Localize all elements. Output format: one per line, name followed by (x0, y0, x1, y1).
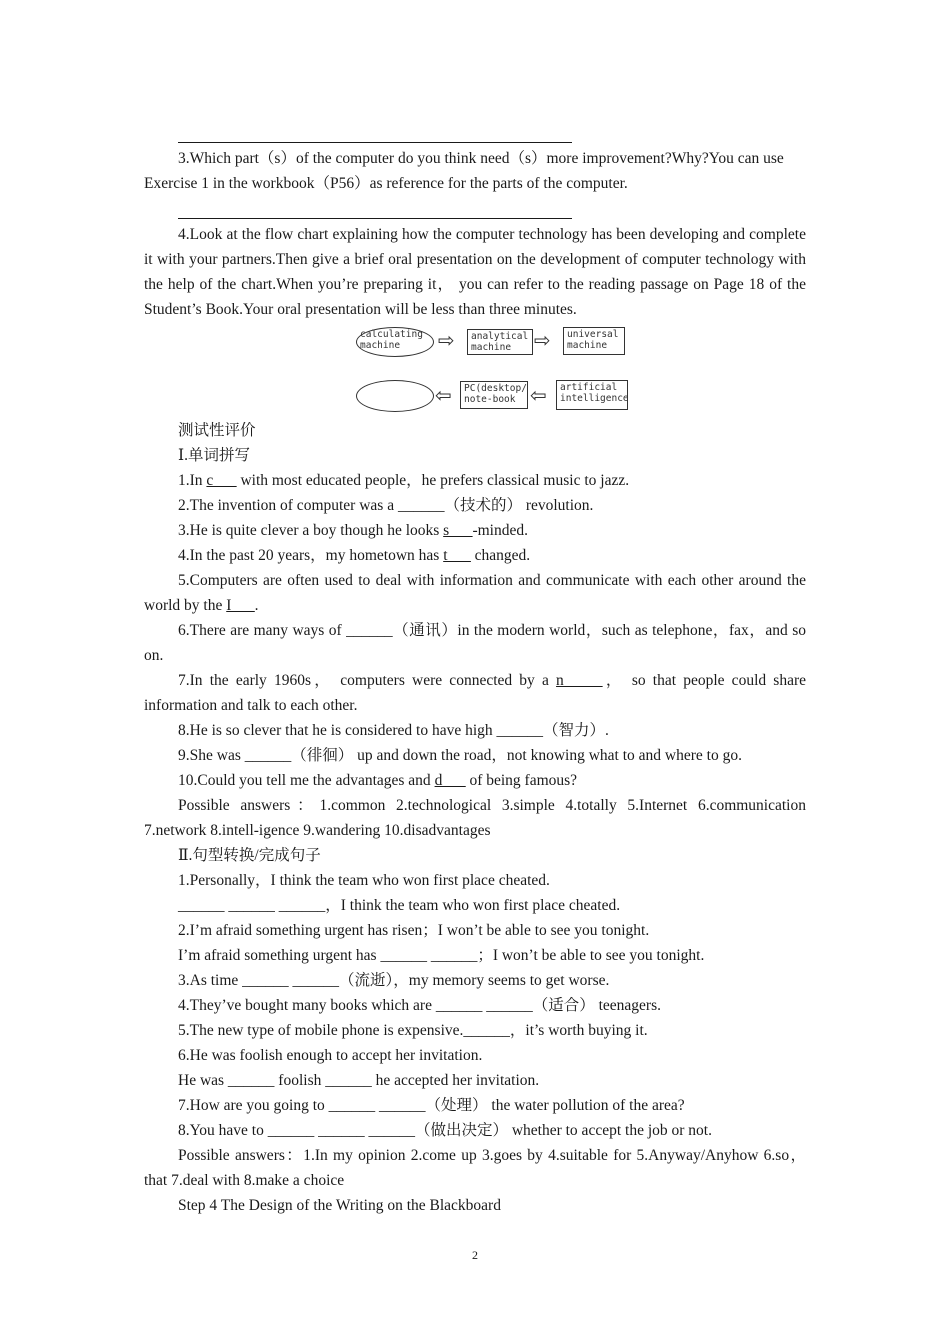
part-1-heading: Ⅰ.单词拼写 (178, 447, 250, 464)
sentence-line: 7.How are you going to ______ ______（处理） the water pollution of the area? (178, 1097, 685, 1114)
spelling-item: 9.She was ______（徘徊） up and down the road，not knowing what to and where to go. (178, 747, 742, 764)
question-4: 4.Look at the flow chart explaining how the computer technology has been developing and complete it with your partners.Then give a brief oral presentation on the development of computer technology with the help of the chart.When you’re preparing it， you can refer to the reading passage on Page 18 of the Student’s Book.Your oral presentation will be less than three minutes. (144, 226, 806, 318)
part-1-answers: Possible answers：1.common 2.technological 3.simple 4.totally 5.Internet 6.communication 7.network 8.intell-igence 9.wandering 10.disadvantages (144, 797, 806, 839)
question-3-line-2: Exercise 1 in the workbook（P56）as reference for the parts of the computer. (144, 175, 628, 192)
flow-chart (144, 322, 806, 418)
left-arrow-icon: ⇦ (435, 383, 452, 407)
answer-blank-line (178, 196, 572, 219)
spelling-item: 10.Could you tell me the advantages and d___ of being famous? (178, 772, 578, 789)
question-3-line-1: 3.Which part（s）of the computer do you think need（s）more improvement?Why?You can use (178, 150, 784, 167)
flow-node-blank (356, 380, 434, 412)
sentence-line: 3.As time ______ ______（流逝），my memory seems to get worse. (178, 972, 610, 989)
sentence-line: 5.The new type of mobile phone is expensive.______，it’s worth buying it. (178, 1022, 648, 1039)
page-number: 2 (472, 1248, 478, 1262)
sentence-line: 2.I’m afraid something urgent has risen；I won’t be able to see you tonight. (178, 922, 650, 939)
right-arrow-icon: ⇨ (438, 328, 455, 352)
page-content (144, 120, 806, 1218)
spelling-item: 4.In the past 20 years，my hometown has t___ changed. (178, 547, 531, 564)
part-2-answers: Possible answers：1.In my opinion 2.come up 3.goes by 4.suitable for 5.Anyway/Anyhow 6.so，that 7.deal with 8.make a choice (144, 1147, 806, 1189)
flow-node-calculating-machine: calculating machine (356, 327, 434, 357)
sentence-line: 6.He was foolish enough to accept her invitation. (178, 1047, 483, 1064)
sentence-line: 8.You have to ______ ______ ______（做出决定） whether to accept the job or not. (178, 1122, 712, 1139)
spelling-item: 3.He is quite clever a boy though he looks s___-minded. (178, 522, 528, 539)
sentence-line: He was ______ foolish ______ he accepted her invitation. (178, 1072, 540, 1089)
flow-node-universal-machine: universal machine (563, 327, 625, 355)
spelling-item: 6.There are many ways of ______（通讯）in the modern world，such as telephone，fax，and so on. (144, 622, 806, 664)
spelling-item: 8.He is so clever that he is considered to have high ______（智力）. (178, 722, 609, 739)
sentence-line: 4.They’ve bought many books which are ______ ______（适合） teenagers. (178, 997, 661, 1014)
sentence-line: 1.Personally，I think the team who won first place cheated. (178, 872, 550, 889)
spelling-item: 5.Computers are often used to deal with information and communicate with each other around the world by the I___. (144, 572, 806, 614)
step-4-heading: Step 4 The Design of the Writing on the Blackboard (178, 1197, 501, 1214)
section-title: 测试性评价 (178, 422, 256, 439)
answer-blank-line (178, 120, 572, 143)
sentence-line: I’m afraid something urgent has ______ ______；I won’t be able to see you tonight. (178, 947, 705, 964)
left-arrow-icon: ⇦ (530, 383, 547, 407)
part-2-heading: Ⅱ.句型转换/完成句子 (178, 847, 321, 864)
flow-node-artificial-intelligence: artificial intelligence (556, 380, 628, 410)
spelling-item: 1.In c___ with most educated people，he prefers classical music to jazz. (178, 472, 630, 489)
flow-node-analytical-machine: analytical machine (467, 329, 533, 355)
spelling-item: 7.In the early 1960s， computers were connected by a n_____， so that people could share information and talk to each other. (144, 672, 806, 714)
flow-node-pc: PC(desktop/ note-book (460, 381, 528, 409)
right-arrow-icon: ⇨ (534, 328, 551, 352)
spelling-item: 2.The invention of computer was a ______（技术的） revolution. (178, 497, 594, 514)
sentence-line: ______ ______ ______，I think the team who won first place cheated. (178, 897, 621, 914)
